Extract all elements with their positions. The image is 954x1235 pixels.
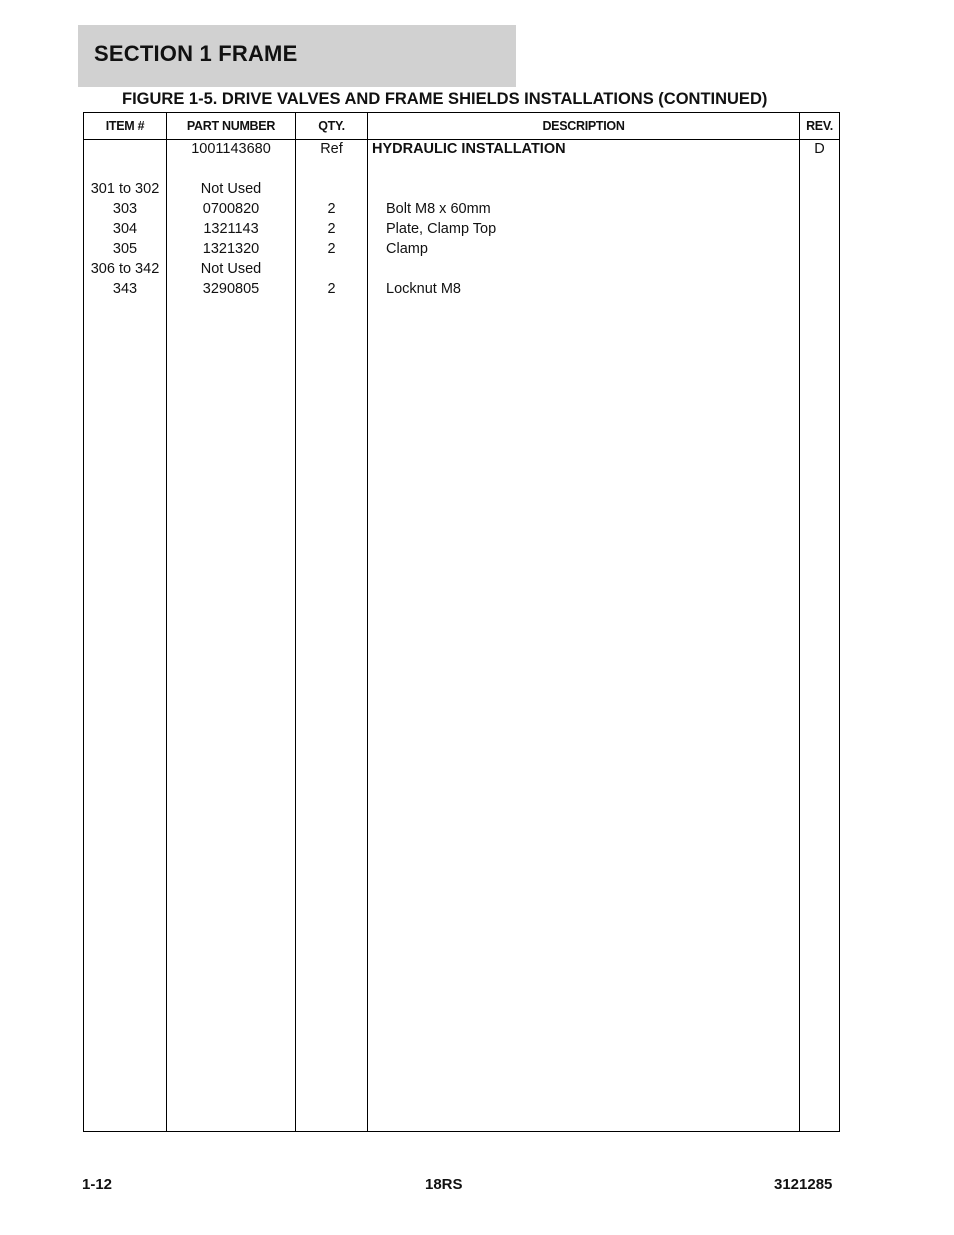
table-row [84,179,839,199]
footer-page-number: 1-12 [82,1176,113,1193]
header-qty: QTY. [318,119,345,133]
rev-cell [800,199,839,219]
part-number-cell: 1321143 [203,221,259,237]
table-row [84,239,839,259]
item-cell: 343 [112,281,138,297]
part-number-cell: Not Used [200,181,262,197]
item-cell: 306 to 342 [90,261,160,277]
part-number-cell: 1001143680 [191,141,271,157]
rev-cell [800,179,839,199]
table-row [84,279,839,299]
table-row [84,219,839,239]
header-rev: REV. [806,119,833,133]
description-cell [368,179,816,199]
footer-doc-number: 3121285 [774,1176,833,1193]
section-title: SECTION 1 FRAME [94,41,298,66]
description-cell: HYDRAULIC INSTALLATION [372,141,566,157]
table-row [84,199,839,219]
figure-title: FIGURE 1-5. DRIVE VALVES AND FRAME SHIELDS INSTALLATIONS (CONTINUED) [122,90,768,108]
header-part-number: PART NUMBER [186,119,276,133]
footer-model: 18RS [425,1176,463,1193]
description-cell: Clamp [386,241,428,257]
item-cell: 304 [112,221,138,237]
rev-cell [800,219,839,239]
item-cell: 303 [112,201,138,217]
rev-cell [800,259,839,279]
part-number-cell: 1321320 [202,241,260,257]
qty-cell: 2 [327,241,336,257]
table-row [84,139,839,159]
description-cell [368,259,816,279]
item-cell [84,139,166,159]
header-item: ITEM # [105,119,145,133]
rev-cell: D [814,141,825,157]
part-number-cell: 3290805 [202,281,260,297]
part-number-cell: Not Used [200,261,262,277]
rev-cell [800,239,839,259]
item-cell: 301 to 302 [90,181,160,197]
description-cell: Plate, Clamp Top [386,221,497,237]
qty-cell: Ref [320,141,343,157]
parts-table [83,112,840,1132]
table-row [84,259,839,279]
rev-cell [800,279,839,299]
qty-cell: 2 [327,281,336,297]
qty-cell: 2 [327,221,336,237]
qty-cell [296,179,367,199]
qty-cell: 2 [327,201,336,217]
part-number-cell: 0700820 [202,201,260,217]
description-cell: Locknut M8 [386,281,461,297]
qty-cell [296,259,367,279]
item-cell: 305 [112,241,138,257]
description-cell: Bolt M8 x 60mm [386,201,491,217]
header-description: DESCRIPTION [542,119,625,133]
